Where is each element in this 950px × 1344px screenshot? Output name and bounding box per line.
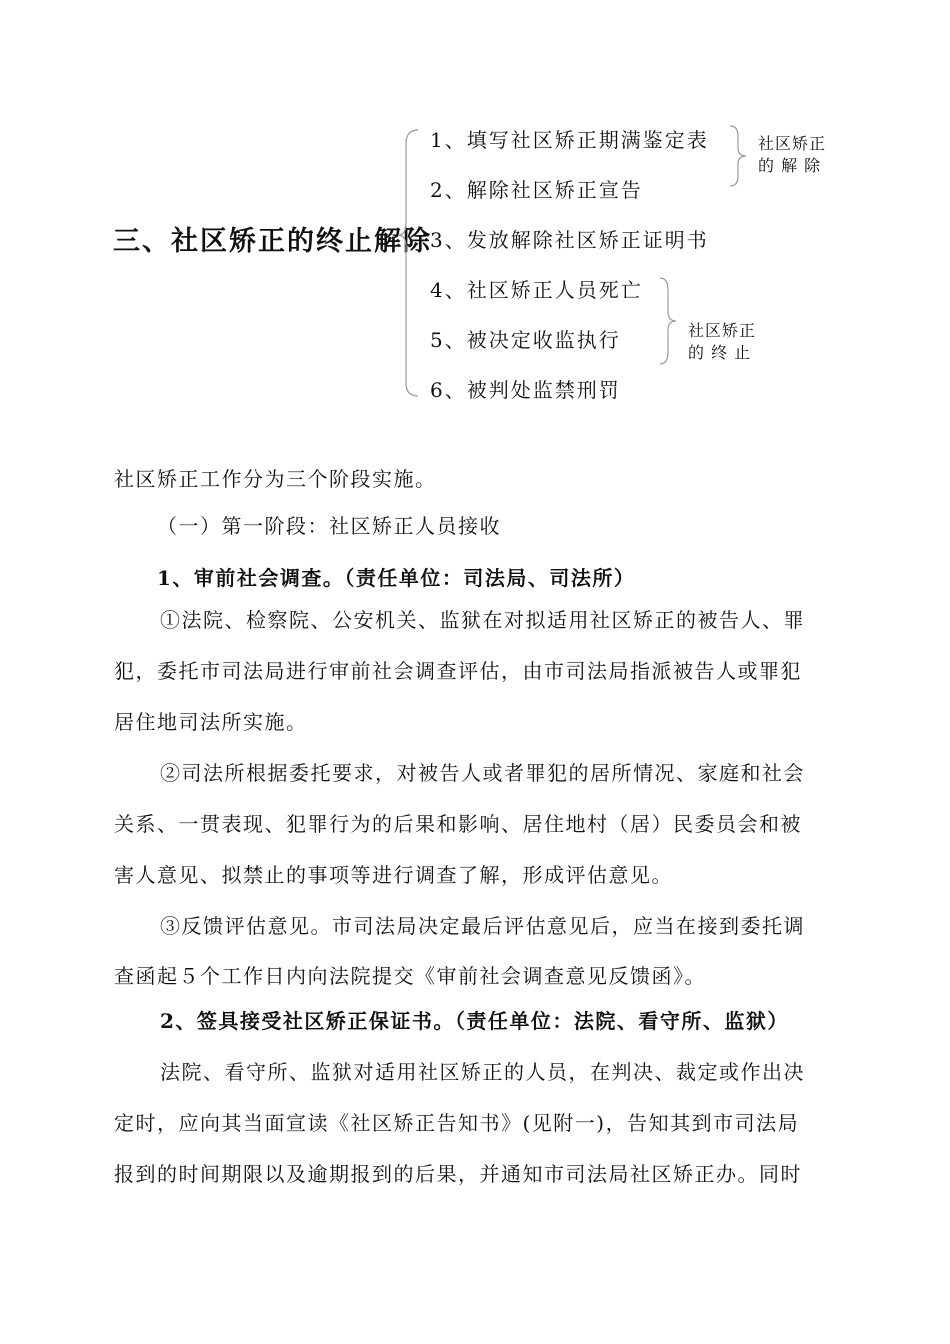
outline-item-6: 6、被判处监禁刑罚 — [430, 378, 621, 402]
paragraph-1-line-2: 犯，委托市司法局进行审前社会调查评估，由市司法局指派被告人或罪犯 — [114, 659, 802, 683]
outline-item-3: 3、发放解除社区矫正证明书 — [430, 228, 709, 252]
outline-item-2: 2、解除社区矫正宣告 — [430, 178, 643, 202]
paragraph-2-line-3: 害人意见、拟禁止的事项等进行调查了解，形成评估意见。 — [114, 863, 673, 887]
paragraph-2-line-1: ②司法所根据委托要求，对被告人或者罪犯的居所情况、家庭和社会 — [160, 761, 805, 785]
stage-heading: （一）第一阶段：社区矫正人员接收 — [157, 514, 501, 538]
outline-item-5: 5、被决定收监执行 — [430, 328, 621, 352]
paragraph-4-line-1: 法院、看守所、监狱对适用社区矫正的人员，在判决、裁定或作出决 — [160, 1060, 805, 1084]
paragraph-3-line-1: ③反馈评估意见。市司法局决定最后评估意见后，应当在接到委托调 — [160, 914, 805, 938]
paragraph-2-line-2: 关系、一贯表现、犯罪行为的后果和影响、居住地村（居）民委员会和被 — [114, 812, 802, 836]
intro-text: 社区矫正工作分为三个阶段实施。 — [114, 467, 437, 491]
paragraph-4-line-2: 定时，应向其当面宣读《社区矫正告知书》(见附一)，告知其到市司法局 — [114, 1111, 800, 1135]
section-2-title: 2、签具接受社区矫正保证书。（责任单位：法院、看守所、监狱） — [160, 1009, 789, 1033]
outline-item-4: 4、社区矫正人员死亡 — [430, 278, 643, 302]
outline-item-1: 1、填写社区矫正期满鉴定表 — [430, 128, 709, 152]
section-1-title: 1、审前社会调查。（责任单位：司法局、司法所） — [157, 566, 636, 590]
group-note-termination: 社区矫正 的 终 止 — [688, 321, 757, 362]
paragraph-1-line-3: 居住地司法所实施。 — [114, 710, 308, 734]
outline-title: 三、社区矫正的终止解除 — [113, 226, 432, 257]
paragraph-3-line-2: 查函起５个工作日内向法院提交《审前社会调查意见反馈函》。 — [114, 964, 706, 988]
paragraph-4-line-3: 报到的时间期限以及逾期报到的后果，并通知市司法局社区矫正办。同时 — [114, 1162, 802, 1186]
outline-brace — [396, 128, 420, 398]
group-brace-release — [728, 124, 748, 188]
paragraph-1-line-1: ①法院、检察院、公安机关、监狱在对拟适用社区矫正的被告人、罪 — [160, 608, 805, 632]
group-note-release: 社区矫正 的 解 除 — [758, 134, 827, 175]
group-brace-termination — [658, 276, 678, 366]
